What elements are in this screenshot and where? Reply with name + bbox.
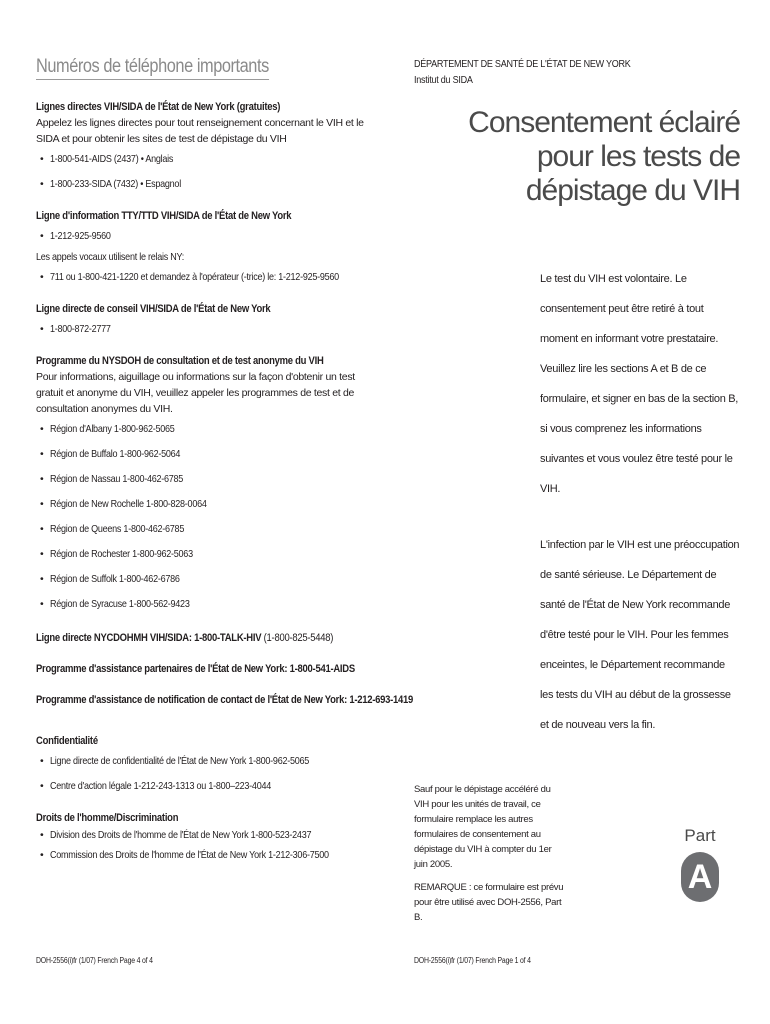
part-letter-badge: A xyxy=(681,852,719,902)
list-item: 711 ou 1-800-421-1220 et demandez à l'opérateur (-trice) le: 1-212-925-9560 xyxy=(50,271,339,283)
tty-description: Les appels vocaux utilisent le relais NY: xyxy=(36,251,185,263)
form-title-line1: Consentement éclairé xyxy=(468,106,740,139)
intro-paragraph-1: Le test du VIH est volontaire. Le consentement peut être retiré à tout moment en informant votre prestataire. Veuillez lire les sections A et B de ce formulaire, et signer en bas de la section B, si vous comprenez les informations suivantes et vous voulez être testé pour le VIH. xyxy=(540,273,739,495)
list-item: Région de Buffalo 1-800-962-5064 xyxy=(50,448,181,460)
list-item: 1-800-233-SIDA (7432) • Espagnol xyxy=(50,178,181,190)
anonymous-testing-section xyxy=(36,354,376,617)
hotline-description: Appelez les lignes directes pour tout renseignement concernant le VIH et le SIDA et pour obtenir les sites de test de dépistage du VIH xyxy=(36,117,364,145)
nyc-hotline-title: Ligne directe NYCDOHMH VIH/SIDA: 1-800-TALK-HIV xyxy=(36,632,262,644)
counsel-section xyxy=(36,302,376,342)
left-footer-text: DOH-2556(i)fr (1/07) French Page 4 of 4 xyxy=(36,956,153,965)
hotline-list xyxy=(36,147,376,197)
intro-text xyxy=(540,264,740,766)
list-item: Région d'Albany 1-800-962-5065 xyxy=(50,423,175,435)
list-item: Région de Queens 1-800-462-6785 xyxy=(50,523,185,535)
list-item: Région de Nassau 1-800-462-6785 xyxy=(50,473,184,485)
human-rights-section xyxy=(36,811,376,866)
region-list xyxy=(36,417,376,617)
list-item: Région de Rochester 1-800-962-5063 xyxy=(50,548,193,560)
nyc-hotline-number: (1-800-825-5448) xyxy=(261,632,334,644)
human-rights-title: Droits de l'homme/Discrimination xyxy=(36,812,179,824)
counsel-title: Ligne directe de conseil VIH/SIDA de l'État de New York xyxy=(36,303,271,315)
list-item: 1-800-541-AIDS (2437) • Anglais xyxy=(50,153,174,165)
right-footer-text: DOH-2556(i)fr (1/07) French Page 1 of 4 xyxy=(414,956,531,965)
contact-notification-title: Programme d'assistance de notification de contact de l'État de New York: 1-212-693-1419 xyxy=(36,694,414,706)
institute-name: Institut du SIDA xyxy=(414,74,473,86)
form-title xyxy=(414,106,740,208)
confidentiality-section xyxy=(36,734,376,799)
phone-numbers-heading: Numéros de téléphone importants xyxy=(36,56,269,80)
form-title-line2: pour les tests de dépistage du VIH xyxy=(525,140,740,207)
note-paragraph-2: REMARQUE : ce formulaire est prévu pour être utilisé avec DOH-2556, Part B. xyxy=(414,882,564,923)
list-item: 1-800-872-2777 xyxy=(50,323,111,335)
tty-title: Ligne d'information TTY/TTD VIH/SIDA de l'État de New York xyxy=(36,210,292,222)
list-item: Région de Suffolk 1-800-462-6786 xyxy=(50,573,180,585)
hotline-title: Lignes directes VIH/SIDA de l'État de New York (gratuites) xyxy=(36,101,281,113)
note-paragraph-1: Sauf pour le dépistage accéléré du VIH pour les unités de travail, ce formulaire remplace les autres formulaires de consentement au dépistage du VIH à compter du 1er juin 2005. xyxy=(414,784,552,870)
form-note xyxy=(414,782,564,933)
list-item: Région de Syracuse 1-800-562-9423 xyxy=(50,598,190,610)
anon-description: Pour informations, aiguillage ou informations sur la façon d'obtenir un test gratuit et anonyme du VIH, veuillez appeler les programmes de test et de consultation anonymes du VIH. xyxy=(36,371,355,415)
part-marker xyxy=(670,826,730,902)
hotline-section xyxy=(36,100,376,197)
list-item: Ligne directe de confidentialité de l'État de New York 1-800-962-5065 xyxy=(50,755,310,767)
list-item: Centre d'action légale 1-212-243-1313 ou 1-800–223-4044 xyxy=(50,780,271,792)
list-item: Région de New Rochelle 1-800-828-0064 xyxy=(50,498,207,510)
left-column xyxy=(36,56,414,866)
confidentiality-title: Confidentialité xyxy=(36,735,98,747)
tty-section xyxy=(36,209,376,290)
left-footer xyxy=(36,956,172,965)
part-label: Part xyxy=(684,826,716,845)
department-name: DÉPARTEMENT DE SANTÉ DE L'ÉTAT DE NEW YORK xyxy=(414,58,631,70)
right-column-header xyxy=(414,56,740,208)
intro-paragraph-2: L'infection par le VIH est une préoccupation de santé sérieuse. Le Département de santé de l'État de New York recommande d'être testé pour le VIH. Pour les femmes enceintes, le Département recommande les tests du VIH au début de la grossesse et de nouveau vers la fin. xyxy=(540,539,740,731)
list-item: Commission des Droits de l'homme de l'État de New York 1-212-306-7500 xyxy=(50,849,329,861)
list-item: Division des Droits de l'homme de l'État de New York 1-800-523-2437 xyxy=(50,829,312,841)
right-footer xyxy=(414,956,550,965)
anon-title: Programme du NYSDOH de consultation et de test anonyme du VIH xyxy=(36,355,324,367)
list-item: 1-212-925-9560 xyxy=(50,230,111,242)
partner-assistance-title: Programme d'assistance partenaires de l'État de New York: 1-800-541-AIDS xyxy=(36,663,355,675)
